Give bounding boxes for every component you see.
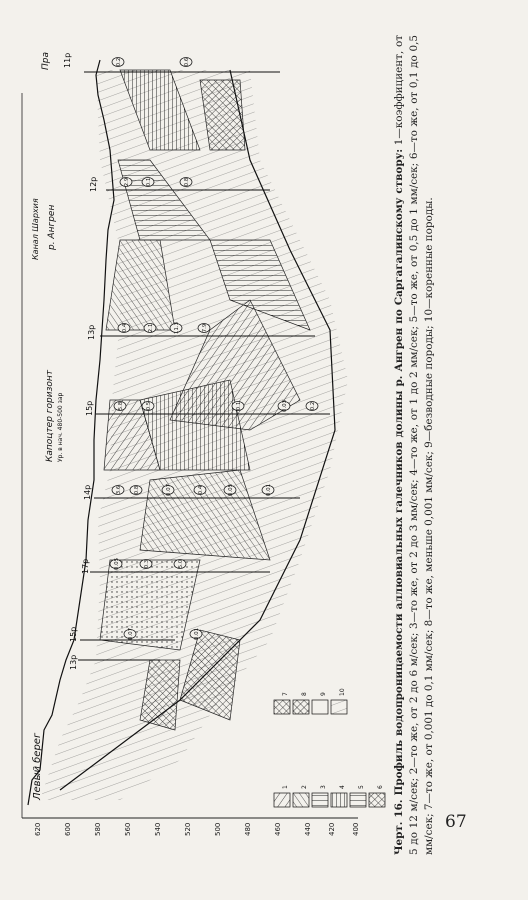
coef-label: 5.0 <box>178 559 184 569</box>
coef-label: 2.1 <box>148 323 154 333</box>
legend-number: 4 <box>339 785 346 789</box>
elevation-tick: 440 <box>304 822 312 836</box>
coef-label: 0.07 <box>166 483 172 497</box>
borehole-labels <box>63 53 98 670</box>
borehole-label: 17р <box>81 558 90 574</box>
river-label: р. Ангрен <box>47 204 57 250</box>
borehole-label: 13р <box>69 654 78 670</box>
coef-label: 0.01 <box>266 483 272 497</box>
elevation-tick: 600 <box>64 822 72 836</box>
groundwater-label: Капоцтер горизонт <box>45 370 55 462</box>
coef-label: 0.4 <box>122 323 128 333</box>
coef-label: 0.2 <box>116 57 122 67</box>
coef-label: 0.5 <box>146 401 152 411</box>
legend-number: 5 <box>358 785 365 789</box>
legend-number: 6 <box>377 785 384 789</box>
elevation-tick: 580 <box>94 822 102 836</box>
elevation-tick: 400 <box>352 822 360 836</box>
coef-label: 0.05 <box>114 557 120 571</box>
groundwater-note: Ур. в нач. 480-500 зар <box>57 392 64 462</box>
legend-number: 3 <box>320 785 327 789</box>
coef-label: 0.1 <box>236 401 242 411</box>
legend-number: 9 <box>320 692 327 696</box>
coef-label: 0.8 <box>184 177 190 187</box>
coef-label: 11.3 <box>174 321 180 335</box>
left-bank-label: Левый берег <box>32 732 43 800</box>
caption-lead: Черт. 16. Профиль водопроницаемости аллювиальных галечников долины р. Ангрен по Саргагалинскому створу: <box>393 148 405 855</box>
coef-label: 0.1 <box>146 177 152 187</box>
elevation-tick: 620 <box>34 822 42 836</box>
elevation-tick: 560 <box>124 822 132 836</box>
coef-label: 0.01 <box>194 627 200 641</box>
legend-number: 1 <box>282 785 289 789</box>
elevation-tick: 520 <box>184 822 192 836</box>
coef-label: 0.2 <box>310 401 316 411</box>
coef-label: 7.9 <box>202 323 208 333</box>
legend-number: 8 <box>301 692 308 696</box>
legend <box>274 688 385 807</box>
elevation-scale <box>34 823 360 836</box>
elevation-tick: 480 <box>244 822 252 836</box>
right-bank-label: Пра <box>41 52 51 70</box>
page-number: 67 <box>445 812 467 832</box>
borehole-label: 15р <box>85 400 94 416</box>
legend-number: 7 <box>282 692 289 696</box>
figure-caption <box>392 35 438 855</box>
borehole-label: 14р <box>83 484 92 500</box>
canal-label: Канал Шархия <box>31 198 40 260</box>
coef-label: 0.03 <box>282 399 288 413</box>
elevation-tick: 420 <box>328 822 336 836</box>
legend-number: 2 <box>301 785 308 789</box>
elevation-tick: 500 <box>214 822 222 836</box>
borehole-label: 13р <box>87 324 96 340</box>
caption-body: 1—коэффициент, от 5 до 12 м/сек; 2—то же, от 2 до 6 м/сек; 3—то же, от 2 до 3 мм/сек; 4—то же, от 1 до 2 мм/сек; 5—то же, от 0,5 до 1 мм/сек; 6—то же, от 0,1 до 0,5 мм/сек; 7—то же, от 0,001 до 0,1 мм/сек; 8—то же, меньше 0,001 мм/сек; 9—безводные породы; 10—коренные породы. <box>393 35 436 855</box>
elevation-tick: 540 <box>154 822 162 836</box>
coef-label: 0.3 <box>144 559 150 569</box>
coef-label: 0.05 <box>228 483 234 497</box>
coef-label: 0.07 <box>128 627 134 641</box>
elevation-tick: 460 <box>274 822 282 836</box>
coef-label: 0.4 <box>198 485 204 495</box>
coef-label: 0.6 <box>184 57 190 67</box>
borehole-label: 15р <box>69 626 78 642</box>
borehole-label: 12р <box>89 176 98 192</box>
borehole-label: 11р <box>63 52 72 68</box>
coef-label: 5.8 <box>118 401 124 411</box>
coef-label: 3.6 <box>116 485 122 495</box>
coef-label: 2.9 <box>124 177 130 187</box>
legend-number: 10 <box>339 688 346 696</box>
coef-label: 0.8 <box>134 485 140 495</box>
